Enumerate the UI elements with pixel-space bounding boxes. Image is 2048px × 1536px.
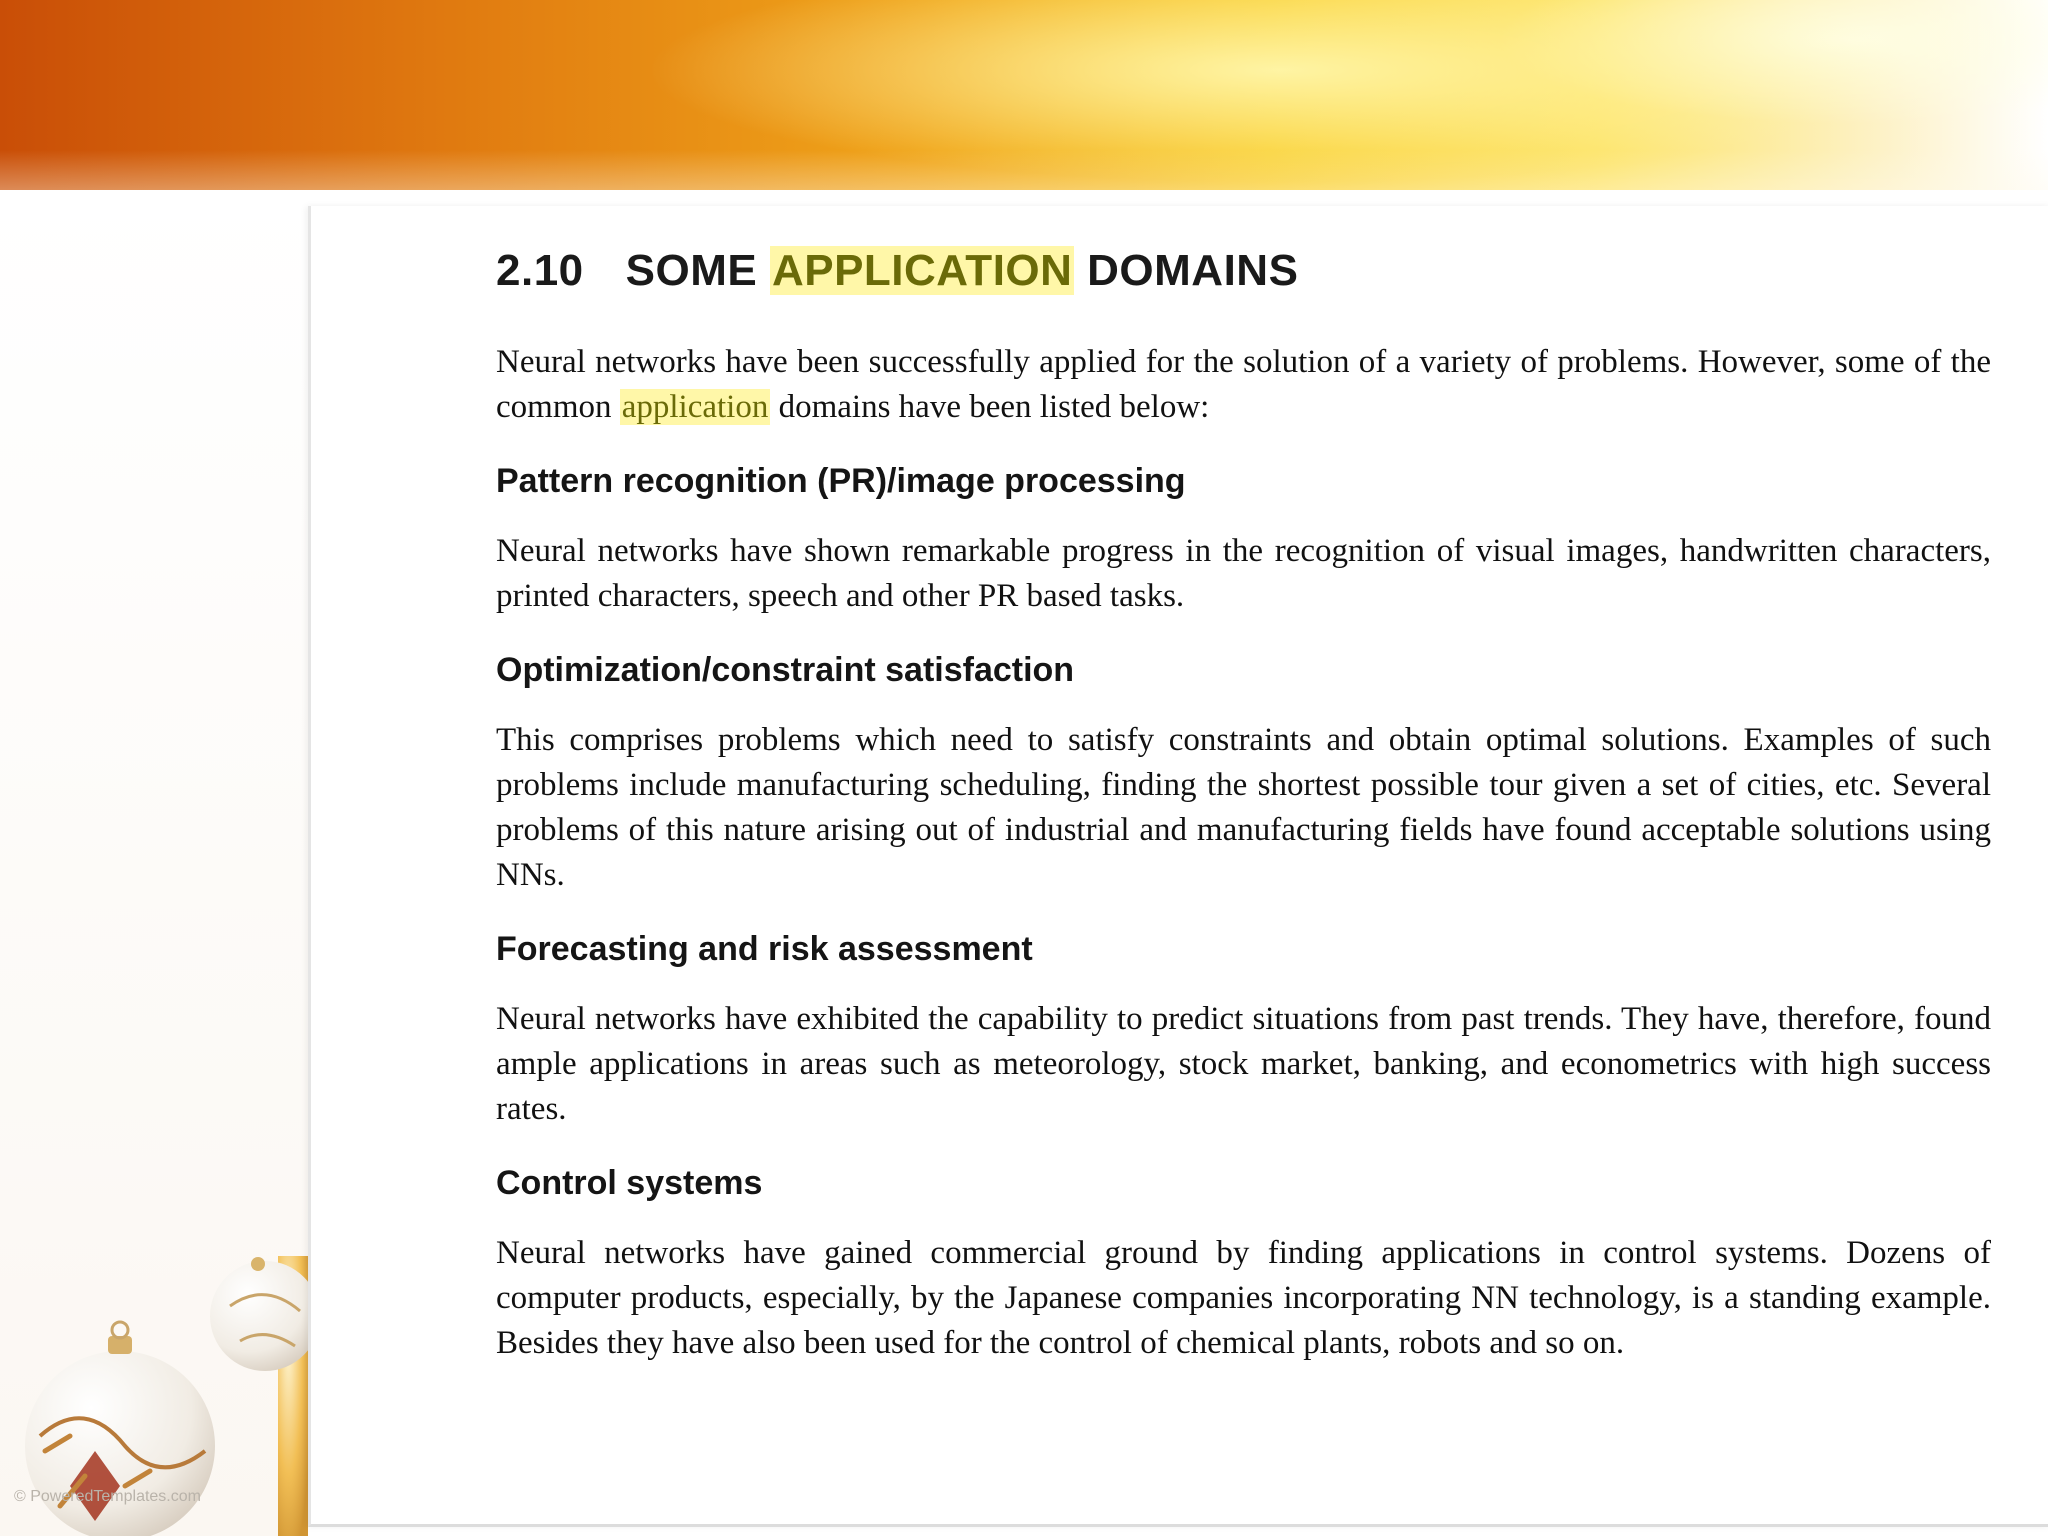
subsection-body: Neural networks have shown remarkable progress in the recognition of visual images, handwritten characters, printed characters, speech and other PR based tasks. bbox=[496, 533, 1991, 614]
intro-text-before: Neural networks have been successfully applied for the solution of a variety of problems. However, some of the common bbox=[496, 344, 1991, 425]
document-page bbox=[308, 206, 2048, 1527]
subsection-title: Control systems bbox=[496, 1164, 763, 1202]
document-content bbox=[496, 246, 1991, 1366]
subsection-title: Pattern recognition (PR)/image processing bbox=[496, 462, 1186, 500]
intro-highlight: application bbox=[621, 389, 769, 425]
subsection-body: Neural networks have exhibited the capability to predict situations from past trends. They have, therefore, found ample applications in areas such as meteorology, stock market, banking, and econometrics with high success rates. bbox=[496, 1001, 1991, 1127]
heading-highlight: APPLICATION bbox=[771, 246, 1073, 295]
subsection-title: Forecasting and risk assessment bbox=[496, 930, 1033, 968]
left-decoration-panel bbox=[0, 190, 308, 1536]
subsection-body: This comprises problems which need to satisfy constraints and obtain optimal solutions. Examples of such problems include manufacturing scheduling, finding the shortest possible tour given a set of cities, etc. Several problems of this nature arising out of industrial and manufacturing fields have found acceptable solutions using NNs. bbox=[496, 722, 1991, 893]
heading-text-before: SOME bbox=[625, 246, 758, 295]
subsection-title: Optimization/constraint satisfaction bbox=[496, 651, 1075, 689]
section-pattern-recognition bbox=[496, 462, 1991, 619]
section-control-systems bbox=[496, 1164, 1991, 1366]
header-banner bbox=[0, 0, 2048, 190]
watermark-text: © PoweredTemplates.com bbox=[14, 1488, 201, 1505]
intro-paragraph bbox=[496, 340, 1991, 430]
section-number: 2.10 bbox=[496, 246, 584, 295]
section-optimization bbox=[496, 651, 1991, 898]
section-forecasting bbox=[496, 930, 1991, 1132]
subsection-body: Neural networks have gained commercial ground by finding applications in control systems. Dozens of computer products, especially, by the Japanese companies incorporating NN technology, is a standing example. Besides they have also been used for the control of chemical plants, robots and so on. bbox=[496, 1235, 1991, 1361]
heading-text-after: DOMAINS bbox=[1087, 246, 1299, 295]
section-heading bbox=[496, 246, 1991, 296]
intro-text-after: domains have been listed below: bbox=[778, 389, 1210, 425]
